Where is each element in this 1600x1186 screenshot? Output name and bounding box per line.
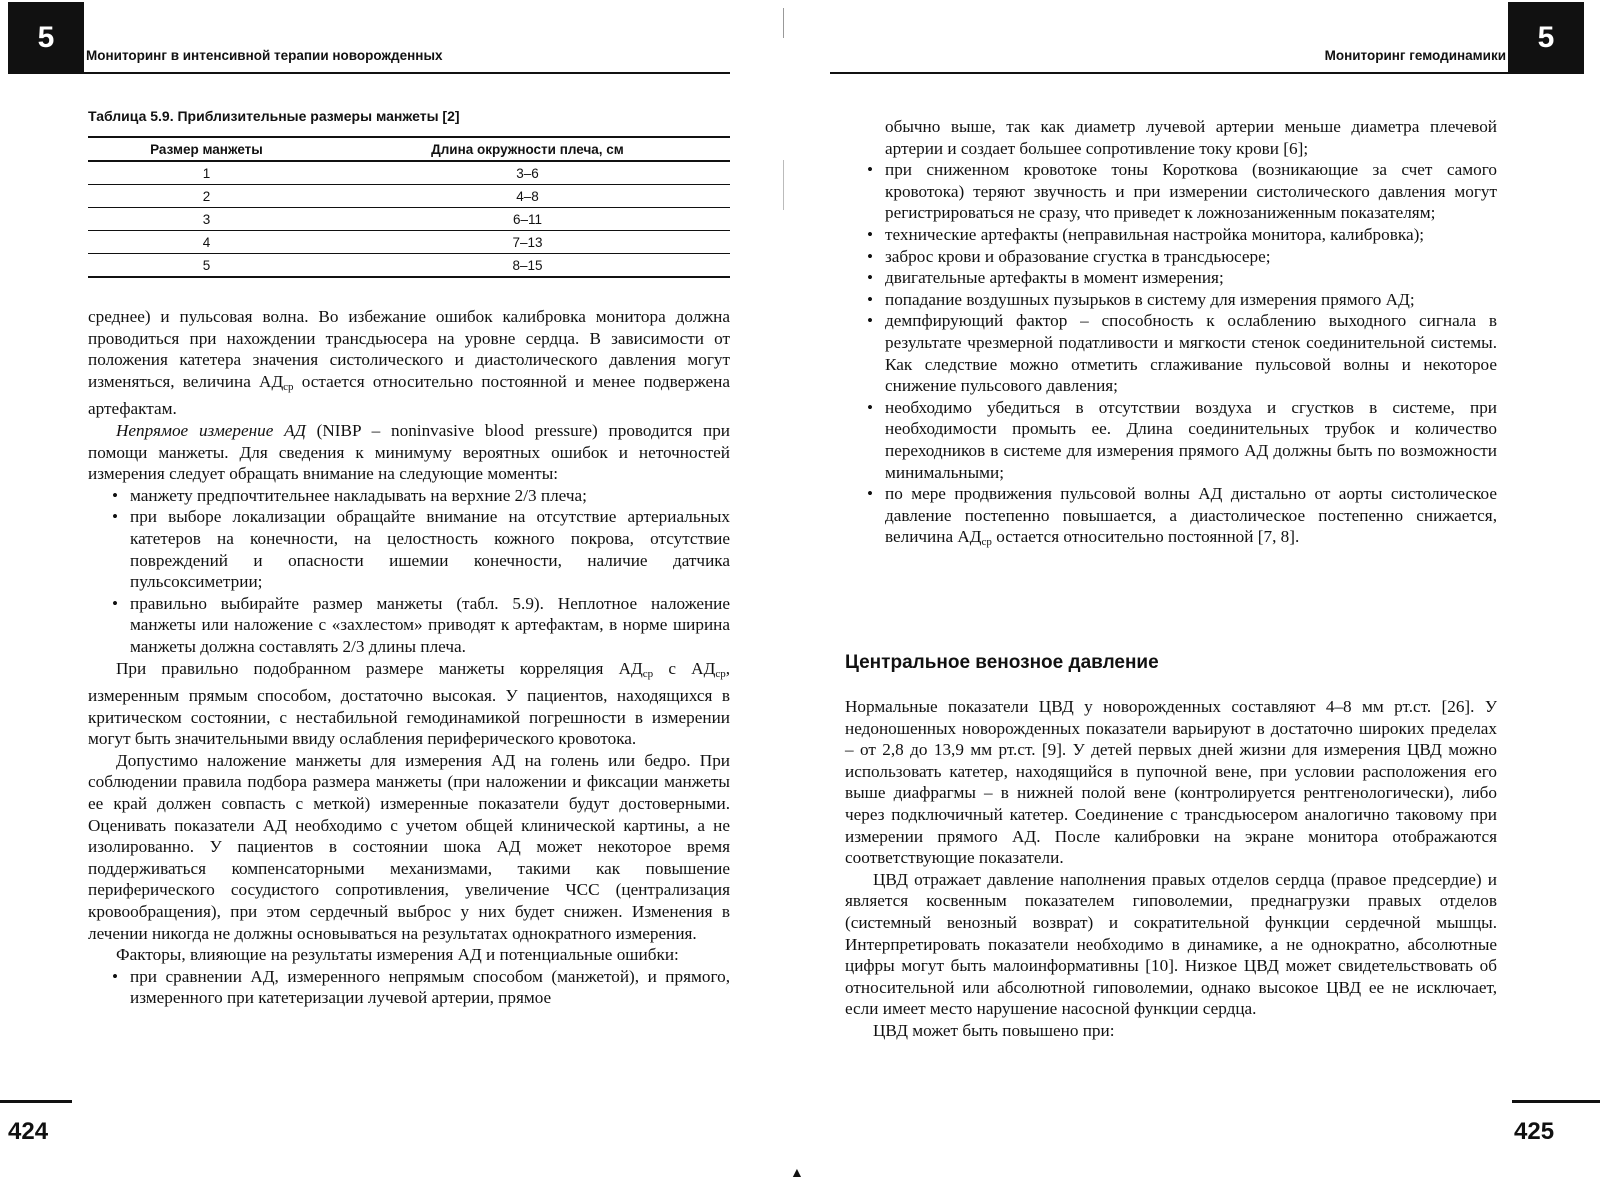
paragraph: ЦВД отражает давление наполнения правых отделов сердца (правое предсердие) и является косвенным показателем гиповолемии, преднагрузки правых отделов (системный венозный возврат) и сократительной функции сердечной мышцы. Интерпретировать показатели необходимо в динамике, а не однократно, абсолютные цифры могут быть малоинформативны [10]. Низкое ЦВД может свидетельствовать об относительной или абсолютной гиповолемии, однако высокое ЦВД ее не исключает, если имеет место нарушение насосной функции сердца.: [845, 869, 1497, 1019]
list-item: • при сравнении АД, измеренного непрямым способом (манжетой), и прямого, измеренного при катетеризации лучевой артерии, прямое: [110, 966, 730, 1009]
paragraph: ЦВД может быть повышено при:: [873, 1020, 1115, 1040]
gutter-mark: [783, 160, 784, 210]
table-cell: 8–15: [325, 254, 730, 278]
table-header-cell: Размер манжеты: [88, 137, 325, 161]
subscript: ср: [715, 667, 726, 680]
section-title: Центральное венозное давление: [845, 652, 1159, 673]
text-run: по мере продвижения пульсовой волны АД дистально от аорты систолическое давление постепенно повышается, а диастолическое постепенно снижается, величина АД: [885, 484, 1497, 547]
table-cell: 1: [88, 161, 325, 185]
arrow-up-icon: ▲: [790, 1166, 804, 1181]
page-number: 425: [1514, 1118, 1555, 1145]
bullet-list: [88, 966, 730, 1009]
list-item: [865, 483, 1497, 554]
paragraph: [88, 420, 730, 485]
table-row: [88, 231, 730, 254]
running-head: Мониторинг гемодинамики: [1324, 48, 1506, 63]
text-run: среднее) и пульсовая волна. Во избежание ошибок калибровка монитора должна проводиться при нахождении трансдьюсера на уровне сердца. В зависимости от положения катетера значения систолического и диастолического давления могут изменяться, величина АД: [88, 307, 730, 391]
text-run: остается относительно постоянной [7, 8].: [991, 527, 1300, 547]
paragraph: [88, 306, 730, 420]
right-text-column-bottom: [845, 696, 1497, 1042]
paragraph: [88, 658, 730, 750]
table-cell: 7–13: [325, 231, 730, 254]
list-item: • при сниженном кровотоке тоны Короткова (возникающие за счет самого кровотока) теряют звучность и при измерении систолического давления могут регистрироваться не сразу, что приведет к ложнозаниженным показателям;: [865, 159, 1497, 224]
table-row: [88, 185, 730, 208]
table-cell: 6–11: [325, 208, 730, 231]
left-page: [0, 0, 790, 1186]
table-cell: 4–8: [325, 185, 730, 208]
paragraph: Допустимо наложение манжеты для измерения АД на голень или бедро. При соблюдении правила подбора размера манжеты (при наложении и фиксации манжеты ее край должен совпасть с меткой) измеренные показатели будут достоверными. Оценивать показатели АД необходимо с учетом общей клинической картины, а не изолированно. У пациентов в состоянии шока АД может некоторое время поддерживаться компенсаторными механизмами, такими как повышение периферического сосудистого сопротивления, увеличение ЧСС (централизация кровообращения), при этом сердечный выброс у них будет снижен. Изменения в лечении никогда не должны основываться на результатах однократного измерения.: [88, 750, 730, 943]
footer-rule: [0, 1100, 72, 1103]
table-cell: 2: [88, 185, 325, 208]
table-cell: 5: [88, 254, 325, 278]
table-row: [88, 208, 730, 231]
list-item: • при выборе локализации обращайте внимание на отсутствие артериальных катетеров на конечности, на целостность кожного покрова, отсутствие повреждений и опасности ишемии конечности, наличие датчика пульсоксиметрии;: [110, 506, 730, 592]
text-run: , измеренным прямым способом, достаточно высокая. У пациентов, находящихся в критическом состоянии, с нестабильной гемодинамикой погрешности в измерении могут быть значительными ввиду ослабления периферического кровотока.: [88, 658, 731, 749]
list-item: • необходимо убедиться в отсутствии воздуха и сгустков в системе, при необходимости промыть ее. Длина соединительных трубок и количество переходников в системе для измерения прямого АД должны быть по возможности минимальными;: [865, 397, 1497, 483]
text-run: с АД: [653, 658, 716, 678]
right-page: [800, 0, 1600, 1186]
table-cell: 3: [88, 208, 325, 231]
chapter-number-box: 5: [1508, 2, 1584, 74]
list-item: • технические артефакты (неправильная настройка монитора, калибровка);: [865, 224, 1497, 246]
table-header-row: [88, 137, 730, 161]
list-item: • попадание воздушных пузырьков в систему для измерения прямого АД;: [865, 289, 1497, 311]
list-item: • двигательные артефакты в момент измерения;: [865, 267, 1497, 289]
text-run: (NIBP – noninvasive blood pressure) проводится при помощи манжеты. Для сведения к минимуму вероятных ошибок и неточностей измерения следует обращать внимание на следующие моменты:: [88, 420, 730, 484]
page-number: 424: [8, 1118, 49, 1145]
table-header-cell: Длина окружности плеча, см: [325, 137, 730, 161]
subscript: ср: [642, 667, 654, 680]
text-run: При правильно подобранном размере манжеты корреляция АД: [116, 658, 643, 678]
header-rule: [830, 72, 1536, 74]
list-item: • демпфирующий фактор – способность к ослаблению выходного сигнала в результате чрезмерной податливости и мягкости стенок соединительной системы. Как следствие можно отметить сглаживание пульсовой волны и некоторое снижение пульсового давления;: [865, 310, 1497, 396]
paragraph: Факторы, влияющие на результаты измерения АД и потенциальные ошибки:: [116, 945, 679, 965]
table-row: [88, 254, 730, 278]
gutter-mark: [783, 8, 784, 38]
right-text-column-top: [845, 116, 1497, 554]
header-rule: [8, 72, 730, 74]
table-cell: 4: [88, 231, 325, 254]
table-title: Таблица 5.9. Приблизительные размеры манжеты [2]: [88, 108, 460, 124]
list-item: • заброс крови и образование сгустка в трансдьюсере;: [865, 246, 1497, 268]
paragraph: обычно выше, так как диаметр лучевой артерии меньше диаметра плечевой артерии и создает большее сопротивление току крови [6];: [885, 117, 1497, 158]
table-cell: 3–6: [325, 161, 730, 185]
table-row: [88, 161, 730, 185]
running-head: Мониторинг в интенсивной терапии новорожденных: [86, 48, 443, 63]
chapter-number-box: 5: [8, 2, 84, 74]
list-item: • манжету предпочтительнее накладывать на верхние 2/3 плеча;: [110, 485, 730, 507]
footer-rule: [1512, 1100, 1600, 1103]
bullet-list: [845, 159, 1497, 554]
italic-term: Непрямое измерение АД: [116, 420, 306, 440]
text-run: остается относительно постоянной и менее подвержена артефактам.: [88, 371, 730, 419]
subscript: ср: [981, 536, 992, 549]
paragraph: Нормальные показатели ЦВД у новорожденных составляют 4–8 мм рт.ст. [26]. У недоношенных новорожденных показатели варьируют в достаточно широких пределах – от 2,8 до 13,9 мм рт.ст. [9]. У детей первых дней жизни для измерения ЦВД можно использовать катетер, находящийся в пупочной вене, при условии расположения его выше диафрагмы – в нижней полой вене (контролируется рентгенологически), либо через подключичный катетер. Соединение с трансдьюсером аналогично таковому при измерении прямого АД. После калибровки на экране монитора отображаются соответствующие показатели.: [845, 697, 1497, 868]
left-text-column: [88, 306, 730, 1009]
list-item: • правильно выбирайте размер манжеты (табл. 5.9). Неплотное наложение манжеты или наложение с «захлестом» приводят к артефактам, в норме ширина манжеты должна составлять 2/3 длины плеча.: [110, 593, 730, 658]
subscript: ср: [283, 380, 294, 393]
bullet-list: [88, 485, 730, 658]
cuff-size-table: [88, 136, 730, 278]
